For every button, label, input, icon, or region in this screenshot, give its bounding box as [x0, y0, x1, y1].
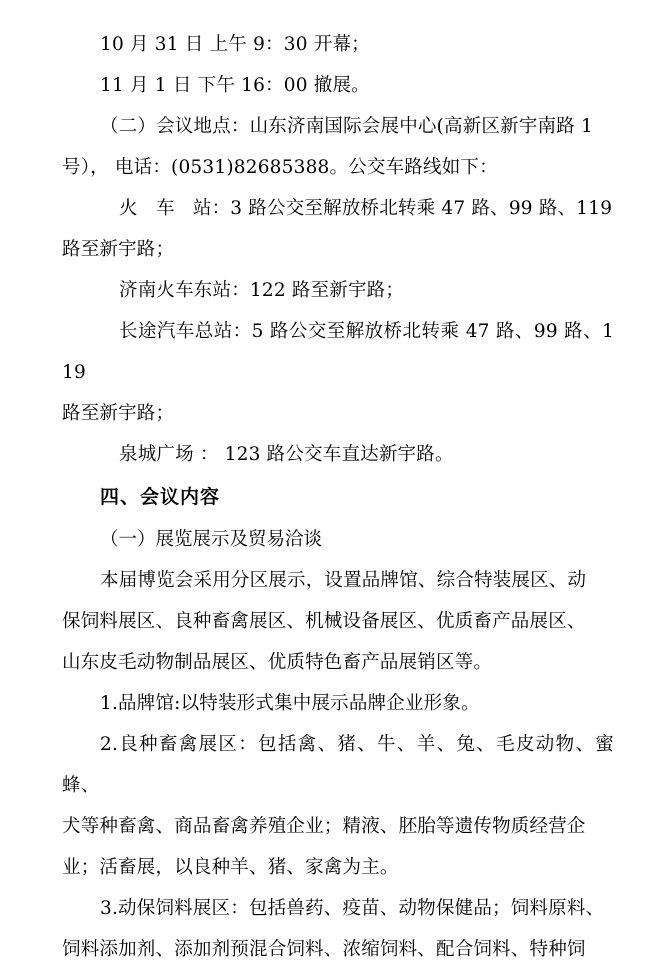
text-line: （二）会议地点：山东济南国际会展中心(高新区新宇南路 1 — [100, 116, 593, 137]
body-line: 犬等种畜禽、商品畜禽养殖企业；精液、胚胎等遗传物质经营企 — [62, 816, 586, 837]
text-line: 长途汽车总站：5 路公交至解放桥北转乘 47 路、99 路、119 — [62, 321, 614, 383]
subsection-heading: （一）展览展示及贸易洽谈 — [100, 529, 323, 550]
text-line: 济南火车东站：122 路至新宇路； — [119, 280, 405, 301]
body-line: 业；活畜展，以良种羊、猪、家禽为主。 — [62, 857, 399, 878]
body-line: 本届博览会采用分区展示，设置品牌馆、综合特装展区、动 — [100, 570, 587, 591]
text-line: 路至新宇路； — [62, 239, 175, 260]
body-line: 3.动保饲料展区：包括兽药、疫苗、动物保健品；饲料原料、 — [100, 898, 605, 919]
text-line: 火 车 站：3 路公交至解放桥北转乘 47 路、99 路、119 — [119, 198, 613, 219]
section-heading: 四、会议内容 — [100, 486, 221, 508]
body-line: 1.品牌馆:以特装形式集中展示品牌企业形象。 — [100, 693, 480, 714]
body-line: 保饲料展区、良种畜禽展区、机械设备展区、优质畜产品展区、 — [62, 611, 586, 632]
body-line: 山东皮毛动物制品展区、优质特色畜产品展销区等。 — [62, 652, 493, 673]
text-line: 10 月 31 日 上午 9：30 开幕； — [100, 34, 370, 55]
text-line: 路至新宇路； — [62, 403, 175, 424]
body-line: 2.良种畜禽展区：包括禽、猪、牛、羊、兔、毛皮动物、蜜蜂、 — [62, 734, 614, 796]
body-line: 饲料添加剂、添加剂预混合饲料、浓缩饲料、配合饲料、特种饲 — [62, 939, 586, 960]
text-line: 泉城广场 ： 123 路公交车直达新宇路。 — [119, 444, 454, 465]
text-line: 11 月 1 日 下午 16：00 撤展。 — [100, 75, 370, 96]
text-line: 号）， 电话：(0531)82685388。公交车路线如下： — [62, 157, 498, 178]
